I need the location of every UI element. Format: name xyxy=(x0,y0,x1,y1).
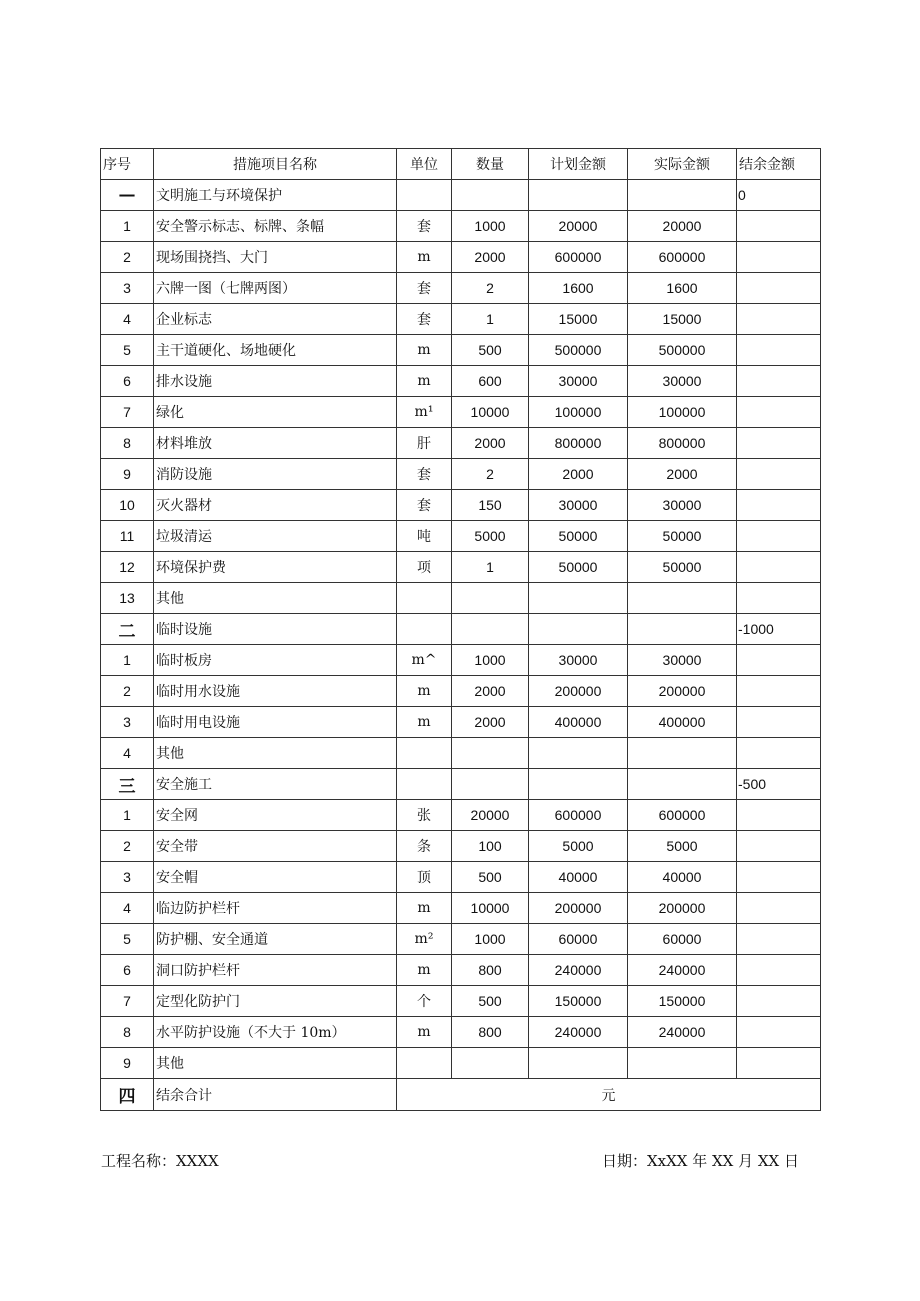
row-balance xyxy=(737,521,821,552)
row-actual: 5000 xyxy=(628,831,737,862)
row-actual: 2000 xyxy=(628,459,737,490)
row-plan xyxy=(529,769,628,800)
row-plan xyxy=(529,180,628,211)
row-plan: 40000 xyxy=(529,862,628,893)
row-name: 临时用电设施 xyxy=(154,707,397,738)
row-no: 2 xyxy=(101,242,154,273)
row-actual: 800000 xyxy=(628,428,737,459)
row-actual: 600000 xyxy=(628,800,737,831)
row-plan xyxy=(529,614,628,645)
row-plan: 240000 xyxy=(529,955,628,986)
row-plan: 100000 xyxy=(529,397,628,428)
table-row xyxy=(101,552,821,583)
row-actual: 30000 xyxy=(628,366,737,397)
row-qty: 2000 xyxy=(452,242,529,273)
row-unit xyxy=(397,583,452,614)
row-qty xyxy=(452,614,529,645)
row-qty: 600 xyxy=(452,366,529,397)
row-unit: m xyxy=(397,242,452,273)
total-row xyxy=(101,1079,821,1111)
row-actual: 240000 xyxy=(628,955,737,986)
header-name: 措施项目名称 xyxy=(154,149,397,180)
table-row xyxy=(101,366,821,397)
row-name: 安全帽 xyxy=(154,862,397,893)
row-name: 消防设施 xyxy=(154,459,397,490)
table-row xyxy=(101,459,821,490)
row-unit: 吨 xyxy=(397,521,452,552)
row-no: 三 xyxy=(101,769,154,800)
row-qty xyxy=(452,1048,529,1079)
row-unit: m xyxy=(397,893,452,924)
row-name: 绿化 xyxy=(154,397,397,428)
row-balance xyxy=(737,490,821,521)
row-no: 9 xyxy=(101,459,154,490)
row-balance xyxy=(737,893,821,924)
row-balance xyxy=(737,397,821,428)
row-qty: 500 xyxy=(452,862,529,893)
row-balance xyxy=(737,428,821,459)
row-plan: 50000 xyxy=(529,552,628,583)
row-balance xyxy=(737,707,821,738)
row-no: 5 xyxy=(101,335,154,366)
row-unit: 条 xyxy=(397,831,452,862)
row-no: — xyxy=(101,180,154,211)
row-actual xyxy=(628,738,737,769)
row-plan: 15000 xyxy=(529,304,628,335)
table-row xyxy=(101,428,821,459)
row-no: 12 xyxy=(101,552,154,583)
table-row xyxy=(101,986,821,1017)
row-actual xyxy=(628,583,737,614)
row-qty: 2000 xyxy=(452,428,529,459)
row-no: 3 xyxy=(101,707,154,738)
row-unit xyxy=(397,180,452,211)
row-name: 安全网 xyxy=(154,800,397,831)
row-no: 3 xyxy=(101,862,154,893)
row-qty: 800 xyxy=(452,955,529,986)
row-qty: 1000 xyxy=(452,211,529,242)
header-unit: 单位 xyxy=(397,149,452,180)
row-name: 防护棚、安全通道 xyxy=(154,924,397,955)
row-balance xyxy=(737,242,821,273)
row-actual: 400000 xyxy=(628,707,737,738)
row-name: 企业标志 xyxy=(154,304,397,335)
header-no: 序号 xyxy=(101,149,154,180)
row-actual: 600000 xyxy=(628,242,737,273)
row-name: 其他 xyxy=(154,738,397,769)
row-qty: 10000 xyxy=(452,397,529,428)
row-actual: 50000 xyxy=(628,521,737,552)
row-name: 临时设施 xyxy=(154,614,397,645)
row-actual: 1600 xyxy=(628,273,737,304)
row-name: 主干道硬化、场地硬化 xyxy=(154,335,397,366)
row-no: 2 xyxy=(101,676,154,707)
row-no: 2 xyxy=(101,831,154,862)
row-qty xyxy=(452,738,529,769)
row-plan: 600000 xyxy=(529,800,628,831)
row-qty: 1000 xyxy=(452,924,529,955)
row-plan: 5000 xyxy=(529,831,628,862)
total-no: 四 xyxy=(101,1079,154,1111)
row-name: 临时用水设施 xyxy=(154,676,397,707)
row-name: 其他 xyxy=(154,1048,397,1079)
row-plan: 240000 xyxy=(529,1017,628,1048)
row-unit: 顶 xyxy=(397,862,452,893)
table-row xyxy=(101,862,821,893)
row-unit: 张 xyxy=(397,800,452,831)
row-balance xyxy=(737,1048,821,1079)
row-actual: 200000 xyxy=(628,676,737,707)
section-row xyxy=(101,614,821,645)
row-no: 11 xyxy=(101,521,154,552)
total-label: 结余合计 xyxy=(154,1079,397,1111)
row-no: 13 xyxy=(101,583,154,614)
row-actual: 200000 xyxy=(628,893,737,924)
row-balance xyxy=(737,366,821,397)
row-qty: 2 xyxy=(452,273,529,304)
row-actual: 15000 xyxy=(628,304,737,335)
row-no: 4 xyxy=(101,738,154,769)
row-qty: 10000 xyxy=(452,893,529,924)
header-plan: 计划金额 xyxy=(529,149,628,180)
row-balance: -500 xyxy=(737,769,821,800)
row-balance xyxy=(737,1017,821,1048)
date: 日期：XxXX 年 XX 月 XX 日 xyxy=(601,1152,799,1170)
row-balance xyxy=(737,459,821,490)
row-name: 环境保护费 xyxy=(154,552,397,583)
row-balance xyxy=(737,304,821,335)
row-unit: 套 xyxy=(397,490,452,521)
row-plan: 400000 xyxy=(529,707,628,738)
table-row xyxy=(101,490,821,521)
row-qty: 2000 xyxy=(452,676,529,707)
total-value: 元 xyxy=(397,1079,821,1111)
row-no: 3 xyxy=(101,273,154,304)
row-balance xyxy=(737,955,821,986)
row-qty: 500 xyxy=(452,335,529,366)
row-plan: 60000 xyxy=(529,924,628,955)
row-name: 六牌一图（七牌两图） xyxy=(154,273,397,304)
row-name: 安全带 xyxy=(154,831,397,862)
table-row xyxy=(101,893,821,924)
row-unit: 肝 xyxy=(397,428,452,459)
section-row xyxy=(101,769,821,800)
row-qty xyxy=(452,180,529,211)
row-unit: m¹ xyxy=(397,397,452,428)
row-balance xyxy=(737,800,821,831)
row-balance: 0 xyxy=(737,180,821,211)
row-balance: -1000 xyxy=(737,614,821,645)
row-name: 排水设施 xyxy=(154,366,397,397)
row-unit: m^ xyxy=(397,645,452,676)
row-no: 9 xyxy=(101,1048,154,1079)
row-name: 文明施工与环境保护 xyxy=(154,180,397,211)
row-actual: 20000 xyxy=(628,211,737,242)
row-actual: 50000 xyxy=(628,552,737,583)
row-actual xyxy=(628,1048,737,1079)
row-plan: 30000 xyxy=(529,490,628,521)
row-plan: 500000 xyxy=(529,335,628,366)
table-row xyxy=(101,800,821,831)
row-qty: 1 xyxy=(452,552,529,583)
table-row xyxy=(101,676,821,707)
row-name: 材料堆放 xyxy=(154,428,397,459)
row-name: 灭火器材 xyxy=(154,490,397,521)
row-no: 4 xyxy=(101,304,154,335)
table-row xyxy=(101,1017,821,1048)
row-actual: 30000 xyxy=(628,490,737,521)
row-name: 临边防护栏杆 xyxy=(154,893,397,924)
row-qty: 500 xyxy=(452,986,529,1017)
row-unit: 套 xyxy=(397,211,452,242)
row-plan xyxy=(529,738,628,769)
row-plan: 1600 xyxy=(529,273,628,304)
row-unit: 套 xyxy=(397,304,452,335)
row-name: 临时板房 xyxy=(154,645,397,676)
table-row xyxy=(101,955,821,986)
row-no: 10 xyxy=(101,490,154,521)
table-row xyxy=(101,273,821,304)
row-balance xyxy=(737,862,821,893)
section-row xyxy=(101,180,821,211)
row-actual xyxy=(628,180,737,211)
measures-table xyxy=(100,148,821,1111)
row-unit: m xyxy=(397,707,452,738)
row-plan xyxy=(529,583,628,614)
row-actual: 30000 xyxy=(628,645,737,676)
table-row xyxy=(101,304,821,335)
row-name: 现场围挠挡、大门 xyxy=(154,242,397,273)
row-no: 4 xyxy=(101,893,154,924)
row-no: 1 xyxy=(101,645,154,676)
row-qty: 2000 xyxy=(452,707,529,738)
row-qty: 20000 xyxy=(452,800,529,831)
row-plan: 600000 xyxy=(529,242,628,273)
row-no: 二 xyxy=(101,614,154,645)
row-name: 垃圾清运 xyxy=(154,521,397,552)
row-actual: 150000 xyxy=(628,986,737,1017)
row-balance xyxy=(737,583,821,614)
row-unit: m xyxy=(397,335,452,366)
row-unit: 个 xyxy=(397,986,452,1017)
table-row xyxy=(101,645,821,676)
table-row xyxy=(101,831,821,862)
row-qty xyxy=(452,583,529,614)
row-unit: m xyxy=(397,366,452,397)
row-no: 8 xyxy=(101,1017,154,1048)
row-balance xyxy=(737,676,821,707)
row-unit: m xyxy=(397,676,452,707)
row-no: 7 xyxy=(101,397,154,428)
row-qty: 150 xyxy=(452,490,529,521)
row-unit: m xyxy=(397,1017,452,1048)
table-row xyxy=(101,583,821,614)
row-name: 安全施工 xyxy=(154,769,397,800)
row-name: 洞口防护栏杆 xyxy=(154,955,397,986)
row-no: 7 xyxy=(101,986,154,1017)
header-qty: 数量 xyxy=(452,149,529,180)
row-name: 其他 xyxy=(154,583,397,614)
row-balance xyxy=(737,738,821,769)
row-plan: 30000 xyxy=(529,366,628,397)
table-row xyxy=(101,707,821,738)
table-row xyxy=(101,924,821,955)
table-row xyxy=(101,738,821,769)
row-qty: 2 xyxy=(452,459,529,490)
row-plan: 150000 xyxy=(529,986,628,1017)
row-unit xyxy=(397,769,452,800)
row-balance xyxy=(737,831,821,862)
row-no: 1 xyxy=(101,800,154,831)
row-unit: 套 xyxy=(397,459,452,490)
row-unit: 项 xyxy=(397,552,452,583)
row-actual xyxy=(628,614,737,645)
header-actual: 实际金额 xyxy=(628,149,737,180)
header-balance: 结余金额 xyxy=(737,149,821,180)
row-plan: 2000 xyxy=(529,459,628,490)
table-row xyxy=(101,397,821,428)
row-unit: m² xyxy=(397,924,452,955)
row-actual xyxy=(628,769,737,800)
row-plan: 30000 xyxy=(529,645,628,676)
row-no: 6 xyxy=(101,366,154,397)
row-unit xyxy=(397,614,452,645)
row-balance xyxy=(737,335,821,366)
row-plan: 200000 xyxy=(529,676,628,707)
row-no: 5 xyxy=(101,924,154,955)
row-qty: 5000 xyxy=(452,521,529,552)
row-qty: 1000 xyxy=(452,645,529,676)
row-actual: 100000 xyxy=(628,397,737,428)
row-actual: 240000 xyxy=(628,1017,737,1048)
table-row xyxy=(101,1048,821,1079)
row-no: 8 xyxy=(101,428,154,459)
row-plan xyxy=(529,1048,628,1079)
row-balance xyxy=(737,552,821,583)
project-name: 工程名称：XXXX xyxy=(101,1152,219,1170)
row-plan: 800000 xyxy=(529,428,628,459)
row-qty: 1 xyxy=(452,304,529,335)
header-row xyxy=(101,149,821,180)
row-actual: 40000 xyxy=(628,862,737,893)
row-qty: 800 xyxy=(452,1017,529,1048)
row-plan: 200000 xyxy=(529,893,628,924)
table-row xyxy=(101,521,821,552)
row-balance xyxy=(737,211,821,242)
row-plan: 20000 xyxy=(529,211,628,242)
row-name: 水平防护设施（不大于 10m） xyxy=(154,1017,397,1048)
row-qty xyxy=(452,769,529,800)
table-row xyxy=(101,242,821,273)
row-no: 6 xyxy=(101,955,154,986)
row-plan: 50000 xyxy=(529,521,628,552)
row-no: 1 xyxy=(101,211,154,242)
table-row xyxy=(101,335,821,366)
row-actual: 500000 xyxy=(628,335,737,366)
row-balance xyxy=(737,645,821,676)
row-unit xyxy=(397,1048,452,1079)
row-name: 安全警示标志、标牌、条幅 xyxy=(154,211,397,242)
row-name: 定型化防护门 xyxy=(154,986,397,1017)
row-actual: 60000 xyxy=(628,924,737,955)
row-balance xyxy=(737,924,821,955)
table-row xyxy=(101,211,821,242)
row-unit: 套 xyxy=(397,273,452,304)
row-qty: 100 xyxy=(452,831,529,862)
row-unit: m xyxy=(397,955,452,986)
row-balance xyxy=(737,273,821,304)
row-unit xyxy=(397,738,452,769)
row-balance xyxy=(737,986,821,1017)
